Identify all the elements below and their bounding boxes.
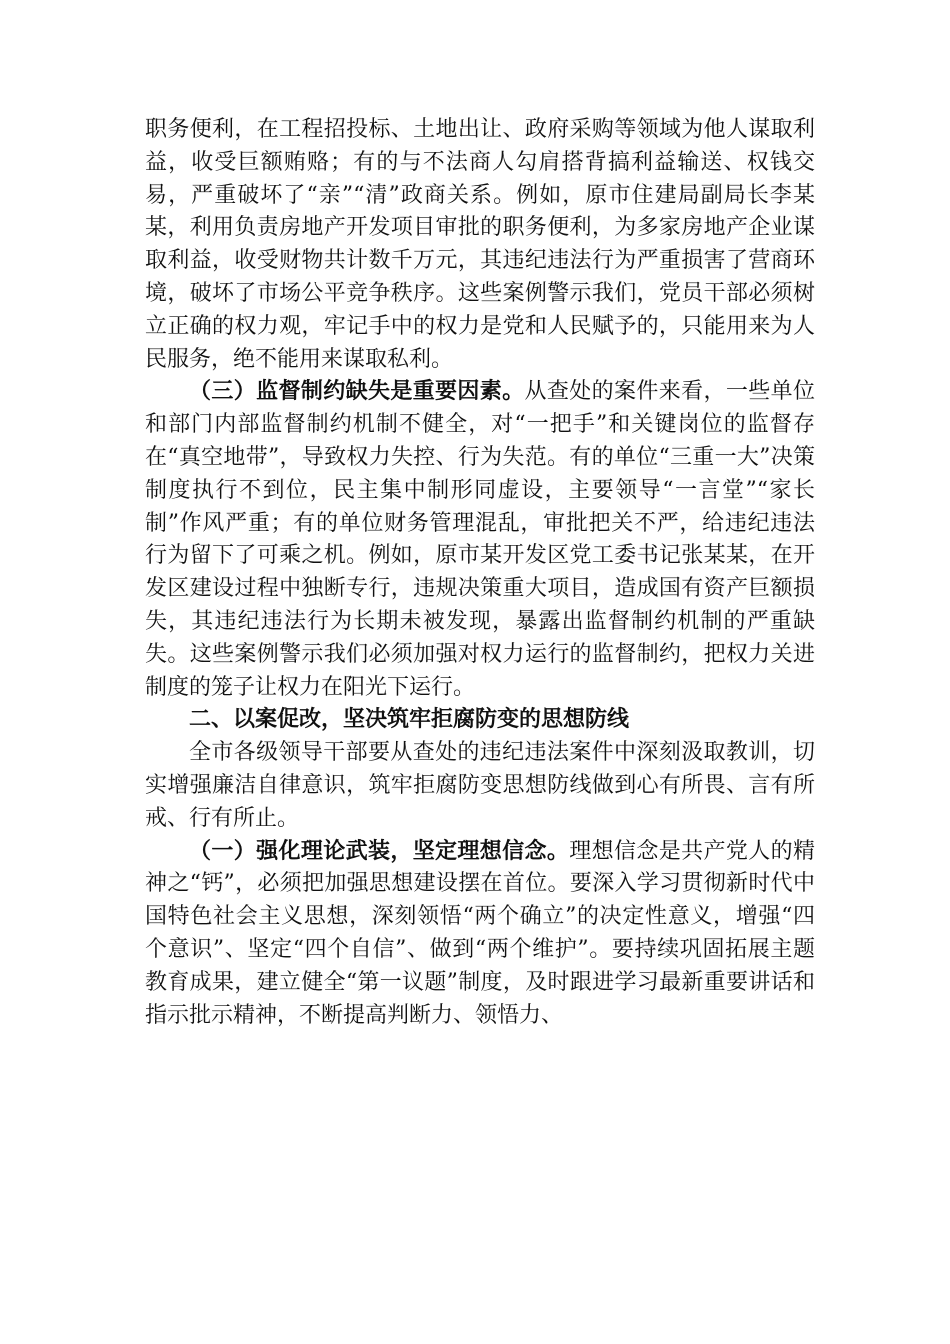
paragraph-1: 职务便利，在工程招投标、土地出让、政府采购等领域为他人谋取利益，收受巨额贿赂；有的与不法商人勾肩搭背搞利益输送、权钱交易，严重破坏了“亲”“清”政商关系。例如，原市住建局副局长李某某，利用负责房地产开发项目审批的职务便利，为多家房地产企业谋取利益，收受财物共计数千万元，其违纪违法行为严重损害了营商环境，破坏了市场公平竞争秩序。这些案例警示我们，党员干部必须树立正确的权力观，牢记手中的权力是党和人民赋予的，只能用来为人民服务，绝不能用来谋取私利。 <box>145 117 815 372</box>
paragraph-3: 全市各级领导干部要从查处的违纪违法案件中深刻汲取教训，切实增强廉洁自律意识，筑牢拒腐防变思想防线做到心有所畏、言有所戒、行有所止。 <box>145 740 815 831</box>
section-heading-2: 二、以案促改，坚决筑牢拒腐防变的思想防线 <box>189 707 630 733</box>
paragraph-2 <box>145 376 815 704</box>
subsection-heading-1: （一）强化理论武装，坚定理想信念。 <box>189 838 570 864</box>
paragraph-2-body: 从查处的案件来看，一些单位和部门内部监督制约机制不健全，对“一把手”和关键岗位的监督存在“真空地带”，导致权力失控、行为失范。有的单位“三重一大”决策制度执行不到位，民主集中制形同虚设，主要领导“一言堂”“家长制”作风严重；有的单位财务管理混乱，审批把关不严，给违纪违法行为留下了可乘之机。例如，原市某开发区党工委书记张某某，在开发区建设过程中独断专行，违规决策重大项目，造成国有资产巨额损失，其违纪违法行为长期未被发现，暴露出监督制约机制的严重缺失。这些案例警示我们必须加强对权力运行的监督制约，把权力关进制度的笼子让权力在阳光下运行。 <box>145 379 815 700</box>
paragraph-4-body: 理想信念是共产党人的精神之“钙”，必须把加强思想建设摆在首位。要深入学习贯彻新时代中国特色社会主义思想，深刻领悟“两个确立”的决定性意义，增强“四个意识”、坚定“四个自信”、做到“两个维护”。要持续巩固拓展主题教育成果，建立健全“第一议题”制度，及时跟进学习最新重要讲话和指示批示精神，不断提高判断力、领悟力、 <box>145 838 815 1028</box>
subsection-heading-3: （三）监督制约缺失是重要因素。 <box>189 379 525 405</box>
paragraph-4 <box>145 836 815 1033</box>
document-page <box>145 114 815 1032</box>
